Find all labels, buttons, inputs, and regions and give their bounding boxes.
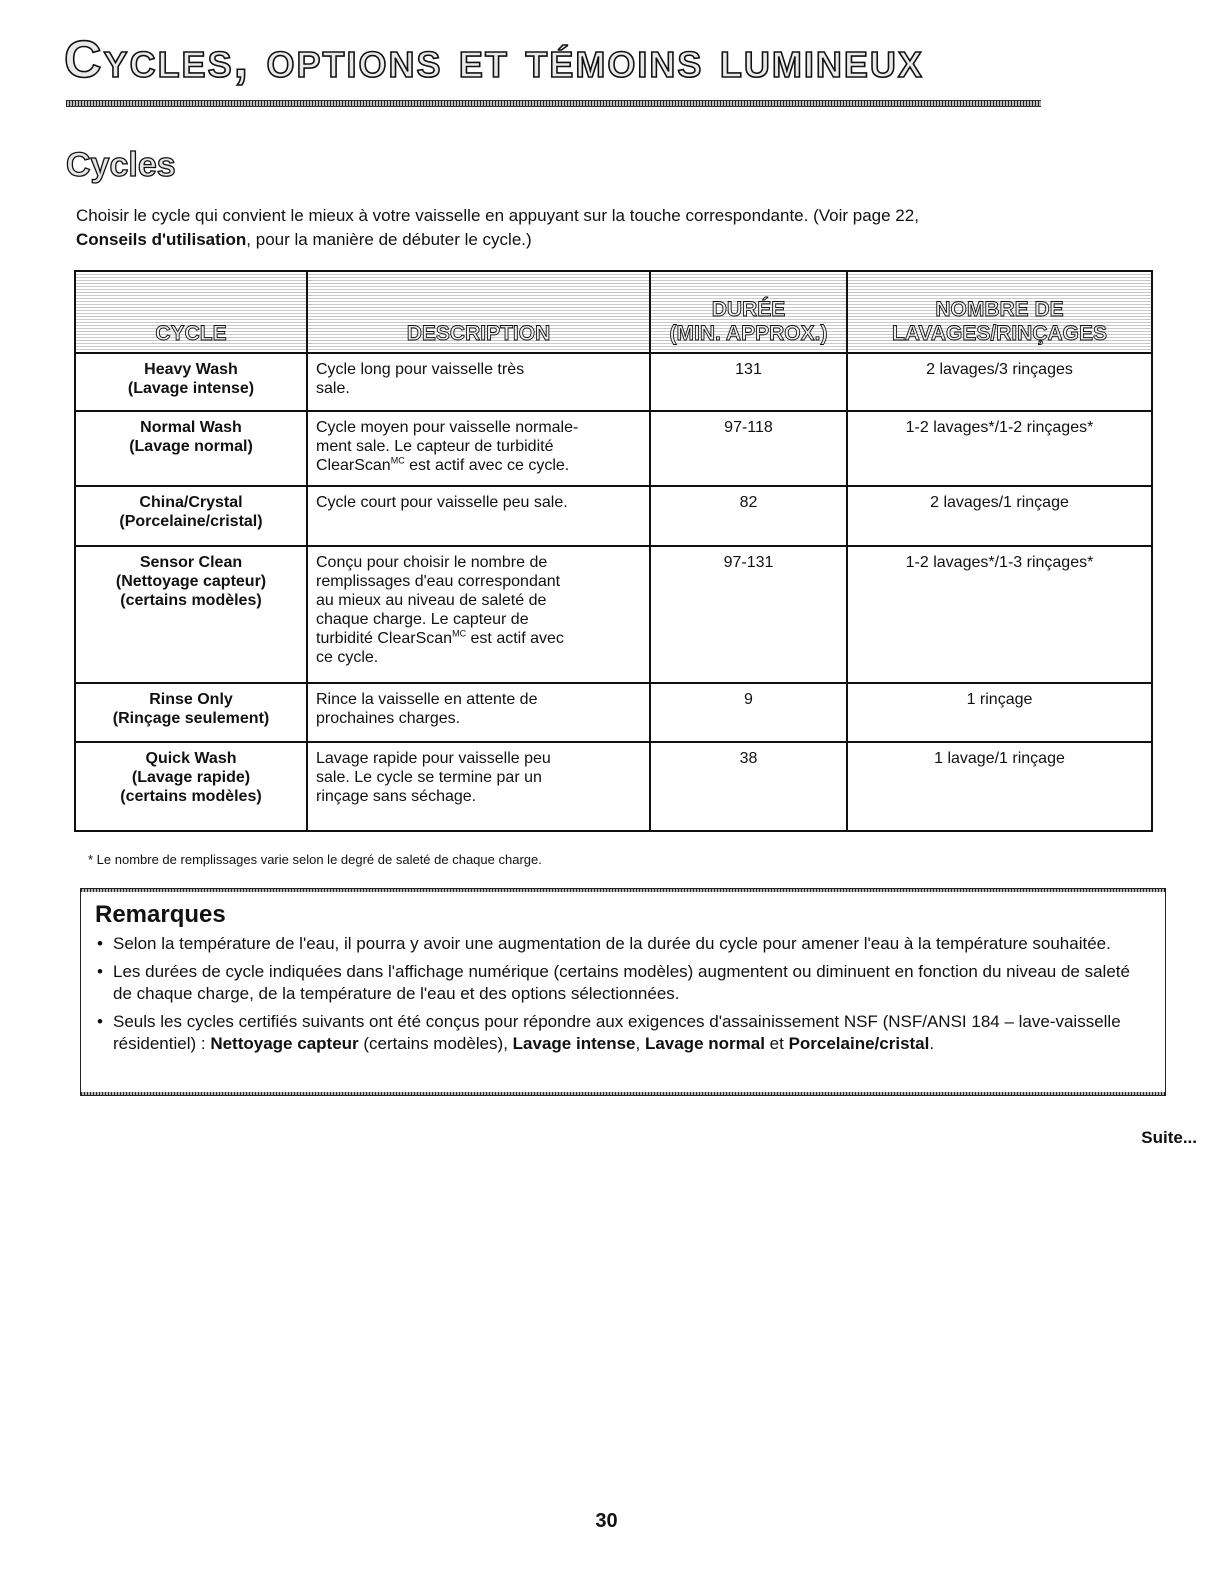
header-duration-line2: (MIN. APPROX.)	[669, 322, 828, 345]
cycle-duration: 38	[650, 742, 847, 831]
cycle-count: 1-2 lavages*/1-3 rinçages*	[847, 546, 1152, 683]
remark-bold: Lavage normal	[644, 1034, 765, 1053]
cycle-name	[75, 411, 307, 486]
cycle-name-fr: (Lavage intense)	[127, 380, 255, 397]
header-count-label	[848, 298, 1151, 352]
header-description	[307, 271, 650, 353]
header-count	[847, 271, 1152, 353]
cycle-name-fr: (Rinçage seulement)	[112, 710, 270, 728]
description-line: au mieux au niveau de saleté de	[316, 592, 547, 610]
cycles-table	[74, 270, 1153, 832]
cycle-duration: 82	[650, 486, 847, 546]
description-line: rinçage sans séchage.	[316, 787, 477, 805]
cycle-name-note: (certains modèles)	[120, 787, 262, 805]
brand-name: ClearScan	[316, 457, 391, 475]
remark-item	[95, 1011, 1151, 1055]
table-row	[75, 411, 1152, 486]
continued-label: Suite...	[1141, 1128, 1197, 1147]
remarks-list	[95, 933, 1151, 1055]
remarks-title: Remarques	[95, 901, 226, 928]
footnote: * Le nombre de remplissages varie selon le degré de saleté de chaque charge.	[88, 852, 542, 867]
cycle-count: 2 lavages/1 rinçage	[847, 486, 1152, 546]
remark-item: • Les durées de cycle indiquées dans l'affichage numérique (certains modèles) augmentent ou diminuent en fonction du niveau de saleté de chaque charge, de la température de l'eau et des options sélectionnées.	[95, 961, 1151, 1005]
cycle-duration: 131	[650, 353, 847, 411]
description-line: Cycle court pour vaisselle peu sale.	[316, 494, 568, 511]
header-cycle-label: CYCLE	[155, 322, 227, 345]
cycle-duration: 97-118	[650, 411, 847, 486]
remark-text: Seuls les cycles certifiés suivants ont été conçus pour répondre aux exigences d'assainissement NSF (NSF/ANSI 184 – lave-vaisselle résidentiel) :	[113, 1012, 1121, 1053]
table-row	[75, 486, 1152, 546]
cycle-name-fr: (Nettoyage capteur)	[115, 573, 267, 591]
cycle-name-fr: (Lavage normal)	[129, 438, 253, 456]
cycle-name	[75, 742, 307, 831]
description-line: ment sale. Le capteur de turbidité	[316, 438, 554, 456]
cycle-description	[307, 742, 650, 831]
header-count-line1: NOMBRE DE	[935, 298, 1064, 321]
description-line: Lavage rapide pour vaisselle peu	[316, 749, 551, 767]
remark-item: • Selon la température de l'eau, il pourra y avoir une augmentation de la durée du cycle pour amener l'eau à la température souhaitée.	[95, 933, 1151, 955]
description-line: remplissages d'eau correspondant	[316, 573, 561, 591]
cycle-description	[307, 546, 650, 683]
intro-paragraph	[76, 204, 1156, 252]
table-row	[75, 353, 1152, 411]
remark-bold: Nettoyage capteur	[210, 1034, 359, 1053]
cycle-name	[75, 353, 307, 411]
section-heading: Cycles	[66, 146, 176, 184]
cycle-duration: 97-131	[650, 546, 847, 683]
description-line: sale.	[316, 380, 350, 397]
intro-bold-link: Conseils d'utilisation	[76, 230, 247, 249]
description-line: Cycle long pour vaisselle très	[316, 361, 525, 378]
cycle-name-en: Quick Wash	[145, 749, 237, 767]
cycle-name-note: (certains modèles)	[120, 592, 262, 610]
cycle-name-en: Sensor Clean	[139, 554, 243, 572]
remark-bold: Porcelaine/cristal	[788, 1034, 930, 1053]
remark-text: (certains modèles),	[358, 1034, 513, 1053]
description-line: Cycle moyen pour vaisselle normale-	[316, 419, 579, 437]
header-count-line2: LAVAGES/RINÇAGES	[891, 322, 1108, 345]
table-header-row	[75, 271, 1152, 353]
remark-bold: Lavage intense	[512, 1034, 636, 1053]
description-line: ce cycle.	[316, 649, 379, 667]
table-row	[75, 742, 1152, 831]
cycle-description	[307, 411, 650, 486]
table-row	[75, 683, 1152, 741]
cycle-name-en: Normal Wash	[140, 419, 242, 437]
header-duration	[650, 271, 847, 353]
header-description-label: DESCRIPTION	[406, 322, 551, 345]
description-line: sale. Le cycle se termine par un	[316, 768, 542, 786]
description-line: chaque charge. Le capteur de	[316, 611, 529, 629]
cycle-name	[75, 546, 307, 683]
cycle-name-en: China/Crystal	[139, 494, 243, 511]
cycle-name-fr: (Lavage rapide)	[131, 768, 251, 786]
trademark-mark: MC	[452, 628, 467, 639]
description-line	[316, 456, 641, 475]
header-duration-label	[651, 298, 846, 352]
intro-text-end: , pour la manière de débuter le cycle.)	[246, 230, 532, 249]
description-line: prochaines charges.	[316, 710, 461, 728]
trademark-mark: MC	[390, 455, 405, 466]
cycle-description	[307, 683, 650, 741]
cycle-name-en: Heavy Wash	[144, 361, 238, 378]
brand-name: turbidité ClearScan	[316, 630, 453, 648]
remark-text: ,	[635, 1034, 645, 1053]
cycle-name-en: Rinse Only	[149, 691, 233, 709]
cycle-count: 1 rinçage	[847, 683, 1152, 741]
cycle-description	[307, 486, 650, 546]
cycle-description	[307, 353, 650, 411]
description-line: Rince la vaisselle en attente de	[316, 691, 538, 709]
cycle-name	[75, 683, 307, 741]
remark-text: et	[764, 1034, 789, 1053]
remarks-box	[80, 888, 1166, 1096]
cycle-name-fr: (Porcelaine/cristal)	[119, 513, 263, 530]
title-divider	[66, 100, 1041, 107]
description-line	[316, 629, 641, 648]
header-duration-line1: DURÉE	[711, 298, 786, 321]
description-line: Conçu pour choisir le nombre de	[316, 554, 548, 572]
remark-text: .	[929, 1034, 935, 1053]
intro-text: Choisir le cycle qui convient le mieux à votre vaisselle en appuyant sur la touche correspondante. (Voir page 22,	[76, 206, 919, 225]
cycle-duration: 9	[650, 683, 847, 741]
header-cycle	[75, 271, 307, 353]
page-title: Cycles, options et témoins lumineux	[64, 31, 924, 89]
description-text: est actif avec	[466, 630, 564, 648]
cycle-count: 2 lavages/3 rinçages	[847, 353, 1152, 411]
cycle-count: 1-2 lavages*/1-2 rinçages*	[847, 411, 1152, 486]
cycle-count: 1 lavage/1 rinçage	[847, 742, 1152, 831]
table-row	[75, 546, 1152, 683]
page-number: 30	[595, 1510, 618, 1532]
cycle-name	[75, 486, 307, 546]
description-text: est actif avec ce cycle.	[404, 457, 570, 475]
